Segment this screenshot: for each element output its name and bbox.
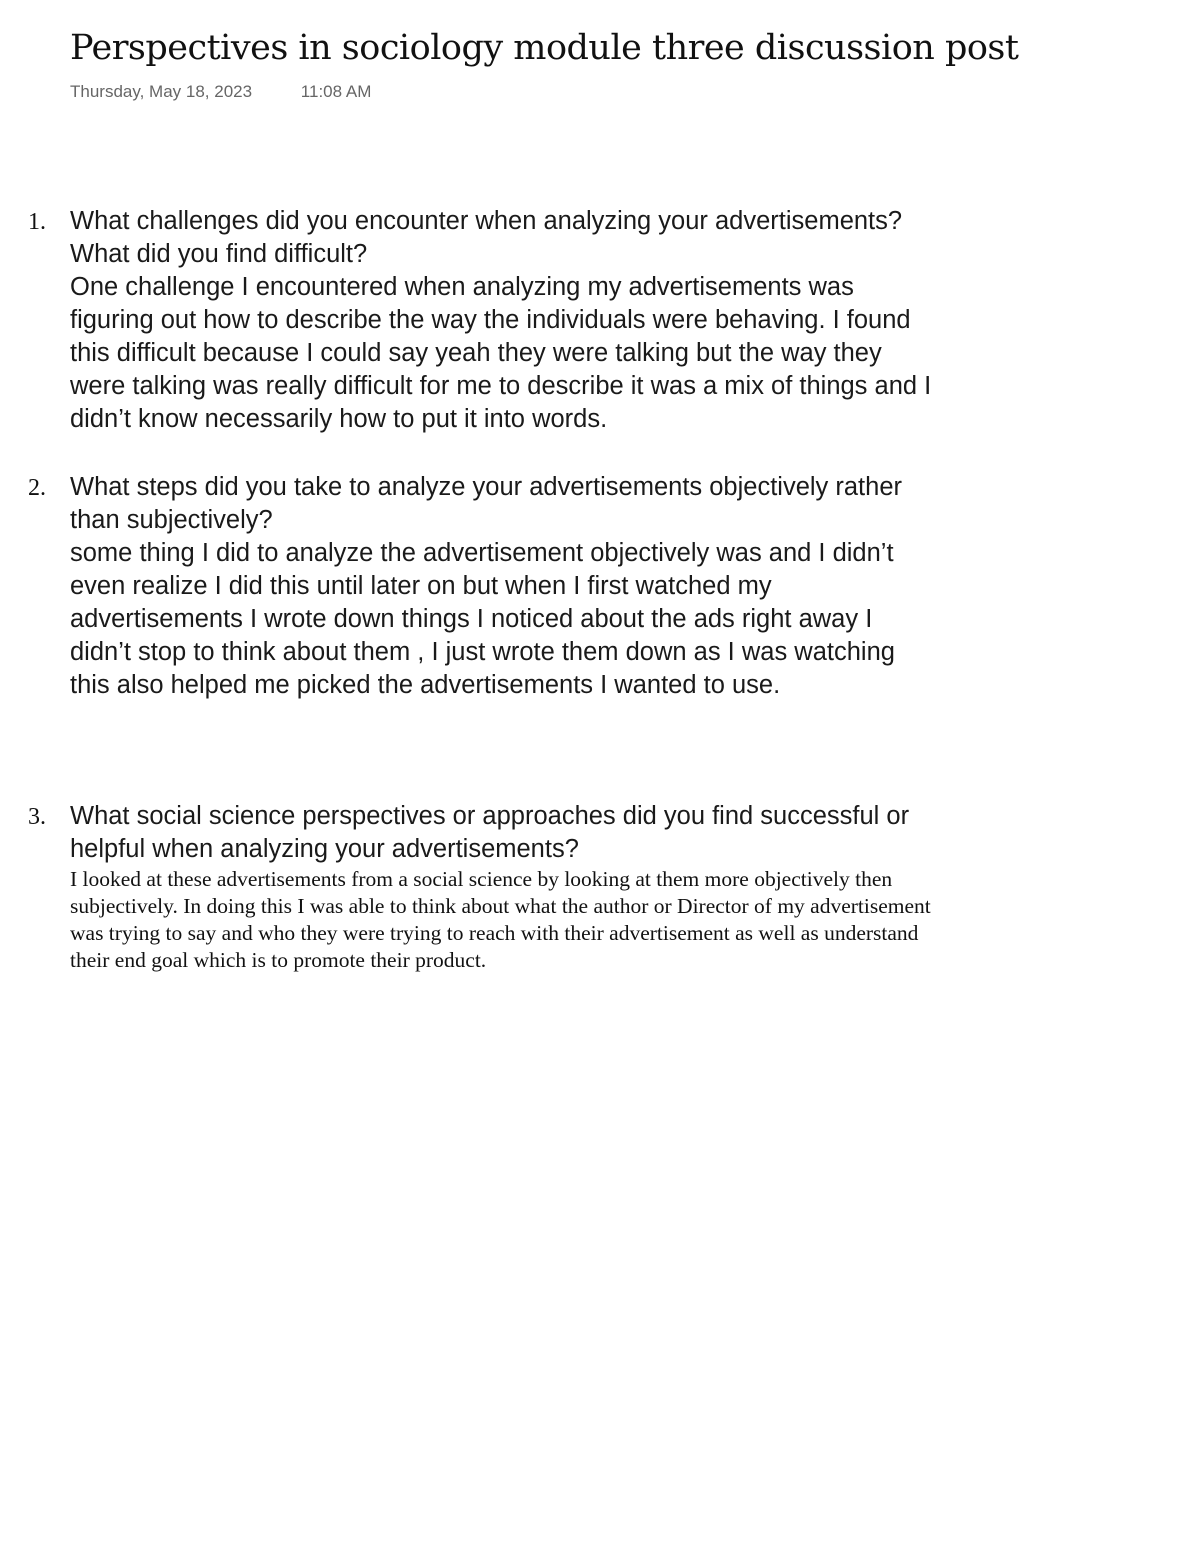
question-text: What challenges did you encounter when analyzing your advertisements? What did you find difficult? xyxy=(70,207,903,268)
question-text: What social science perspectives or approaches did you find successful or helpful when analyzing your advertisements? xyxy=(70,802,910,863)
answer-text: I looked at these advertisements from a social science by looking at them more objectively then subjectively. In doing this I was able to think about what the author or Director of my advertisement was trying to say and who they were trying to reach with their advertisement as well as understand their end goal which is to promote their product. xyxy=(70,867,931,972)
page-title: Perspectives in sociology module three discussion post xyxy=(70,28,1019,68)
note-time: 11:08 AM xyxy=(300,82,372,101)
list-item-body xyxy=(70,205,940,436)
list-item-body xyxy=(70,471,940,702)
note-timestamp xyxy=(70,82,371,102)
list-item-number: 1. xyxy=(28,209,46,235)
note-date: Thursday, May 18, 2023 xyxy=(70,82,253,101)
list-item-body xyxy=(70,800,940,974)
question-text: What steps did you take to analyze your advertisements objectively rather than subjectively? xyxy=(70,473,902,534)
list-item-number: 3. xyxy=(28,804,46,830)
answer-text: some thing I did to analyze the advertisement objectively was and I didn’t even realize I did this until later on but when I first watched my advertisements I wrote down things I noticed about the ads right away I didn’t stop to think about them , I just wrote them down as I was watching this also helped me picked the advertisements I wanted to use. xyxy=(70,539,895,699)
list-item-number: 2. xyxy=(28,475,46,501)
answer-text: One challenge I encountered when analyzing my advertisements was figuring out how to describe the way the individuals were behaving. I found this difficult because I could say yeah they were talking but the way they were talking was really difficult for me to describe it was a mix of things and I didn’t know necessarily how to put it into words. xyxy=(70,273,932,433)
